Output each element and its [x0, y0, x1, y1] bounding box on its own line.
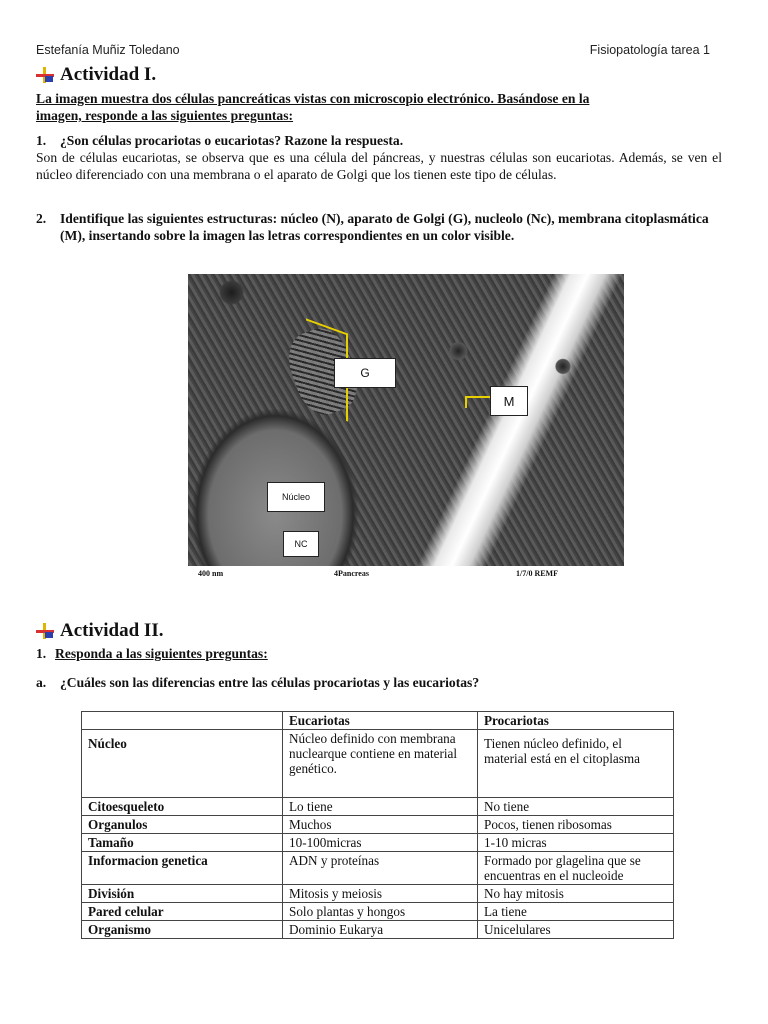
- table-cell: No tiene: [478, 798, 674, 816]
- label-nucleus: Núcleo: [267, 482, 325, 512]
- table-cell: Núcleo definido con membrana nuclearque contiene en material genético.: [283, 730, 478, 798]
- table-row: [82, 834, 674, 852]
- intro-line-2: imagen, responde a las siguientes preguntas:: [36, 108, 294, 123]
- caption-scale: 400 nm: [198, 569, 224, 578]
- table-cell: Pared celular: [82, 903, 283, 921]
- table-cell: Tamaño: [82, 834, 283, 852]
- table-cell: 1-10 micras: [478, 834, 674, 852]
- table-header-cell: Eucariotas: [283, 712, 478, 730]
- bullet-cross-icon: [36, 623, 54, 639]
- table-cell: Unicelulares: [478, 921, 674, 939]
- question-1: [36, 132, 722, 149]
- table-cell: La tiene: [478, 903, 674, 921]
- table-header-row: [82, 712, 674, 730]
- table-cell: No hay mitosis: [478, 885, 674, 903]
- electron-micrograph: [188, 274, 624, 582]
- activity-2-heading: [36, 620, 163, 642]
- table-cell: Organulos: [82, 816, 283, 834]
- activity-1-heading: [36, 64, 156, 86]
- table-cell: División: [82, 885, 283, 903]
- table-row: [82, 730, 674, 798]
- caption-code: 1/7/0 REMF: [516, 569, 558, 578]
- table-cell: Formado por glagelina que se encuentras en el nucleoide: [478, 852, 674, 885]
- activity-2-qa-text: ¿Cuáles son las diferencias entre las células procariotas y las eucariotas?: [60, 675, 480, 690]
- table-cell: Pocos, tienen ribosomas: [478, 816, 674, 834]
- intro-line-1b: en la: [561, 91, 590, 106]
- table-cell: Dominio Eukarya: [283, 921, 478, 939]
- table-cell: Solo plantas y hongos: [283, 903, 478, 921]
- activity-1-title: Actividad I.: [60, 64, 157, 85]
- activity-2-title: Actividad II.: [60, 620, 164, 641]
- comparison-table: [81, 711, 674, 939]
- activity-2-q1-text: Responda a las siguientes preguntas:: [55, 646, 268, 661]
- question-2-text: Identifique las siguientes estructuras: núcleo (N), aparato de Golgi (G), nucleolo (Nc), membrana citoplasmática (M), insertando sobre la imagen las letras correspondientes en un color visible.: [60, 211, 709, 243]
- table-row: [82, 903, 674, 921]
- table-row: [82, 798, 674, 816]
- activity-1-intro: [36, 90, 722, 124]
- table-cell: Tienen núcleo definido, el material está en el citoplasma: [478, 730, 674, 798]
- table-cell: 10-100micras: [283, 834, 478, 852]
- table-cell: Núcleo: [82, 730, 283, 798]
- table-cell: Mitosis y meiosis: [283, 885, 478, 903]
- table-header-cell: Procariotas: [478, 712, 674, 730]
- table-header-cell: [82, 712, 283, 730]
- intro-line-1a: La imagen muestra dos células pancreáticas vistas con microscopio electrónico. Basándose: [36, 91, 559, 106]
- table-row: [82, 816, 674, 834]
- table-cell: ADN y proteínas: [283, 852, 478, 885]
- bullet-cross-icon: [36, 67, 54, 83]
- header-course: Fisiopatología tarea 1: [589, 43, 710, 57]
- question-1-number: 1.: [36, 133, 47, 148]
- micrograph-caption: [188, 566, 624, 582]
- table-cell: Muchos: [283, 816, 478, 834]
- question-1-text: ¿Son células procariotas o eucariotas? Razone la respuesta.: [60, 133, 404, 148]
- caption-sample: 4Pancreas: [334, 569, 369, 578]
- answer-1: Son de células eucariotas, se observa que es una célula del páncreas, y nuestras células son eucariotas. Además, se ven el núcleo diferenciado con una membrana o el aparato de Golgi que los tienen este tipo de células.: [36, 150, 722, 182]
- table-cell: Citoesqueleto: [82, 798, 283, 816]
- activity-2-question-a: [36, 674, 722, 691]
- question-2-number: 2.: [36, 211, 47, 226]
- table-cell: Organismo: [82, 921, 283, 939]
- label-nucleolus: NC: [283, 531, 319, 557]
- table-row: [82, 852, 674, 885]
- activity-2-qa-letter: a.: [36, 675, 47, 690]
- table-cell: Informacion genetica: [82, 852, 283, 885]
- table-row: [82, 921, 674, 939]
- table-row: [82, 885, 674, 903]
- question-2: [36, 210, 722, 244]
- activity-2-question-1: [36, 645, 722, 662]
- label-golgi: G: [334, 358, 396, 388]
- label-membrane: M: [490, 386, 528, 416]
- header-author: Estefanía Muñiz Toledano: [36, 43, 180, 57]
- activity-2-q1-number: 1.: [36, 646, 47, 661]
- table-cell: Lo tiene: [283, 798, 478, 816]
